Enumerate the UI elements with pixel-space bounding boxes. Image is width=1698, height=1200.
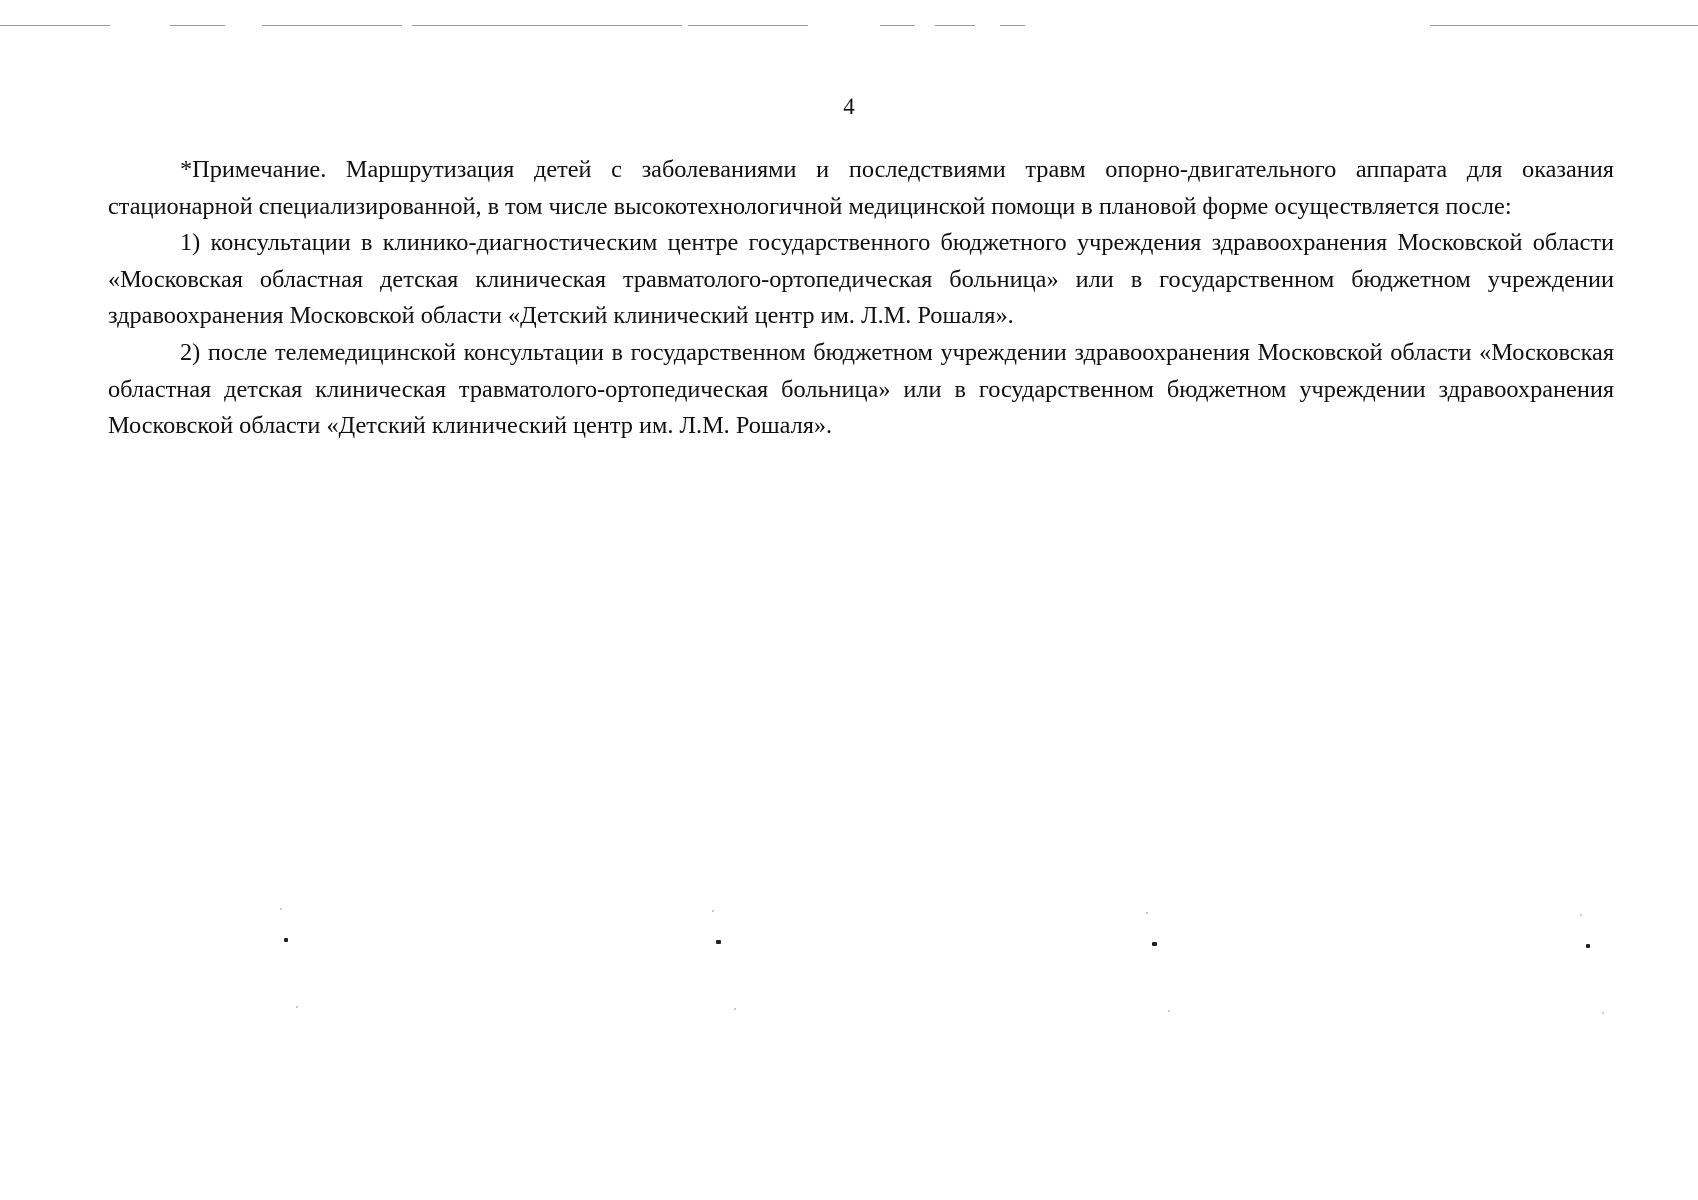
- scan-edge-artifact: [0, 24, 1698, 28]
- document-body: [108, 152, 1614, 445]
- list-item-2: 2) после телемедицинской консультации в государственном бюджетном учреждении здравоохранения Московской области «Московская областная детская клиническая травматолого-ортопедическая больница» или в государственном бюджетном учреждении здравоохранения Московской области «Детский клинический центр им. Л.М. Рошаля».: [108, 338, 1614, 440]
- list-item-1: 1) консультации в клинико-диагностическим центре государственного бюджетного учреждения здравоохранения Московской области «Московская областная детская клиническая травматолого-ортопедическая больница» или в государственном бюджетном учреждении здравоохранения Московской области «Детский клинический центр им. Л.М. Рошаля».: [108, 229, 1614, 330]
- note-paragraph: *Примечание. Маршрутизация детей с заболеваниями и последствиями травм опорно-двигательного аппарата для оказания стационарной специализированной, в том числе высокотехнологичной медицинской помощи в плановой форме осуществляется после:: [108, 156, 1614, 220]
- page-number: 4: [843, 94, 855, 119]
